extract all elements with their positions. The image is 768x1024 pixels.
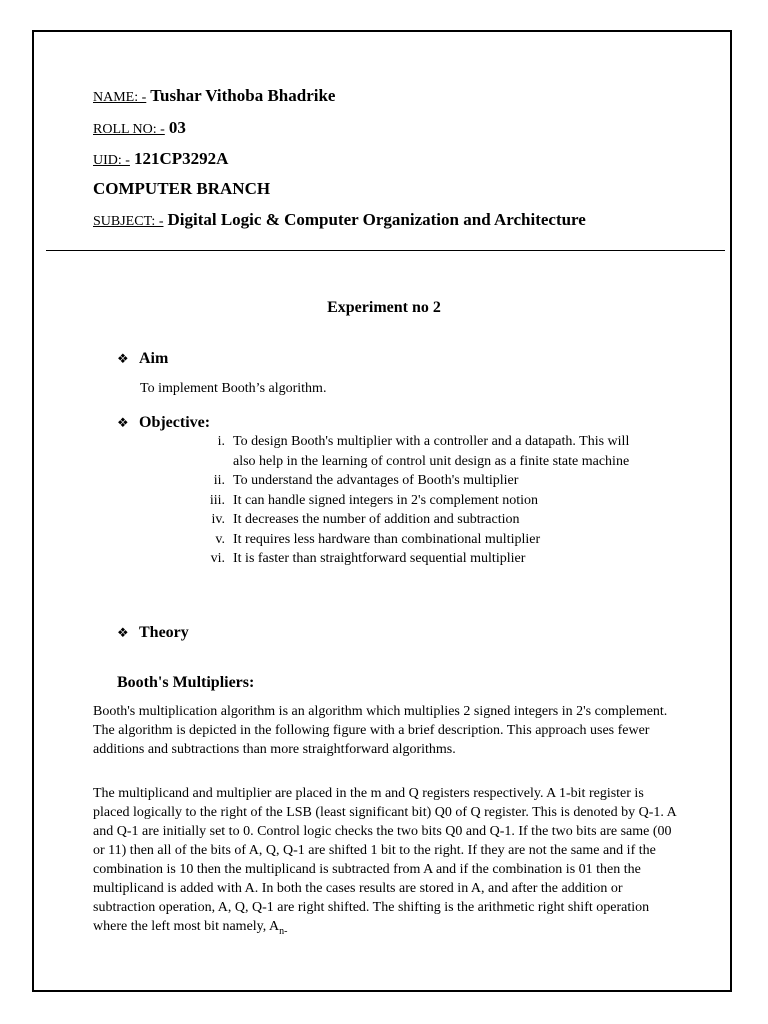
list-item-number: iii.	[209, 492, 225, 508]
list-item	[195, 530, 635, 550]
roll-line	[93, 118, 186, 138]
list-item-text: It decreases the number of addition and subtraction	[233, 512, 520, 527]
theory-heading	[117, 624, 189, 642]
diamond-bullet-icon: ❖	[117, 625, 129, 640]
theory-heading-text: Theory	[139, 624, 189, 641]
name-value: Tushar Vithoba Bhadrike	[150, 86, 336, 105]
diamond-bullet-icon: ❖	[117, 415, 129, 430]
theory-paragraph-2-text: The multiplicand and multiplier are placed in the m and Q registers respectively. A 1-bit register is placed logically to the right of the LSB (least significant bit) Q0 of Q register. This is denoted by Q-1. A and Q-1 are initially set to 0. Control logic checks the two bits Q0 and Q-1. If the two bits are same (00 or 11) then all of the bits of A, Q, Q-1 are shifted 1 bit to the right. If they are not the same and if the combination is 10 then the multiplicand is subtracted from A and if the combination is 01 then the multiplicand is added with A. In both the cases results are stored in A, and after the addition or subtraction operation, A, Q, Q-1 are right shifted. The shifting is the arithmetic right shift operation where the left most bit namely, A	[93, 786, 676, 934]
list-item	[195, 432, 635, 471]
aim-heading-text: Aim	[139, 350, 169, 367]
theory-paragraph-1: Booth's multiplication algorithm is an algorithm which multiplies 2 signed integers in 2's complement. The algorithm is depicted in the following figure with a brief description. This approach uses fewer additions and subtractions than more straightforward algorithms.	[93, 704, 668, 757]
subject-label: SUBJECT: -	[93, 214, 164, 229]
uid-line	[93, 149, 228, 169]
list-item-text: To design Booth's multiplier with a controller and a datapath. This will also help in the learning of control unit design as a finite state machine	[233, 434, 630, 469]
list-item	[195, 491, 635, 511]
objective-heading-text: Objective:	[139, 414, 211, 431]
diamond-bullet-icon: ❖	[117, 351, 129, 366]
subject-line	[93, 210, 586, 230]
list-item-number: i.	[217, 434, 225, 449]
list-item	[195, 471, 635, 491]
list-item-text: It can handle signed integers in 2's complement notion	[233, 492, 539, 508]
list-item-text: To understand the advantages of Booth's multiplier	[233, 473, 519, 488]
list-item-number: iv.	[211, 512, 225, 527]
roll-value: 03	[168, 118, 186, 137]
list-item-number: ii.	[213, 473, 225, 488]
list-item-number: vi.	[210, 551, 225, 566]
list-item-text: It is faster than straightforward sequential multiplier	[233, 551, 526, 566]
aim-text: To implement Booth’s algorithm.	[140, 381, 327, 396]
roll-label: ROLL NO: -	[93, 122, 165, 137]
header-divider	[46, 250, 725, 251]
list-item-number: v.	[215, 531, 225, 547]
branch-line: COMPUTER BRANCH	[93, 179, 271, 198]
name-line	[93, 86, 335, 106]
list-item	[195, 549, 635, 569]
objective-list	[195, 432, 635, 569]
uid-label: UID: -	[93, 153, 130, 168]
booth-multipliers-heading: Booth's Multipliers:	[117, 674, 255, 691]
subscript-n: n-	[279, 925, 288, 937]
theory-paragraph-2	[93, 784, 683, 941]
list-item	[195, 510, 635, 530]
experiment-title: Experiment no 2	[327, 299, 441, 316]
aim-heading	[117, 350, 168, 368]
uid-value: 121CP3292A	[133, 149, 229, 168]
list-item-text: It requires less hardware than combinational multiplier	[233, 531, 541, 547]
objective-heading	[117, 414, 210, 432]
name-label: NAME: -	[93, 90, 147, 105]
subject-value: Digital Logic & Computer Organization and Architecture	[167, 210, 586, 229]
